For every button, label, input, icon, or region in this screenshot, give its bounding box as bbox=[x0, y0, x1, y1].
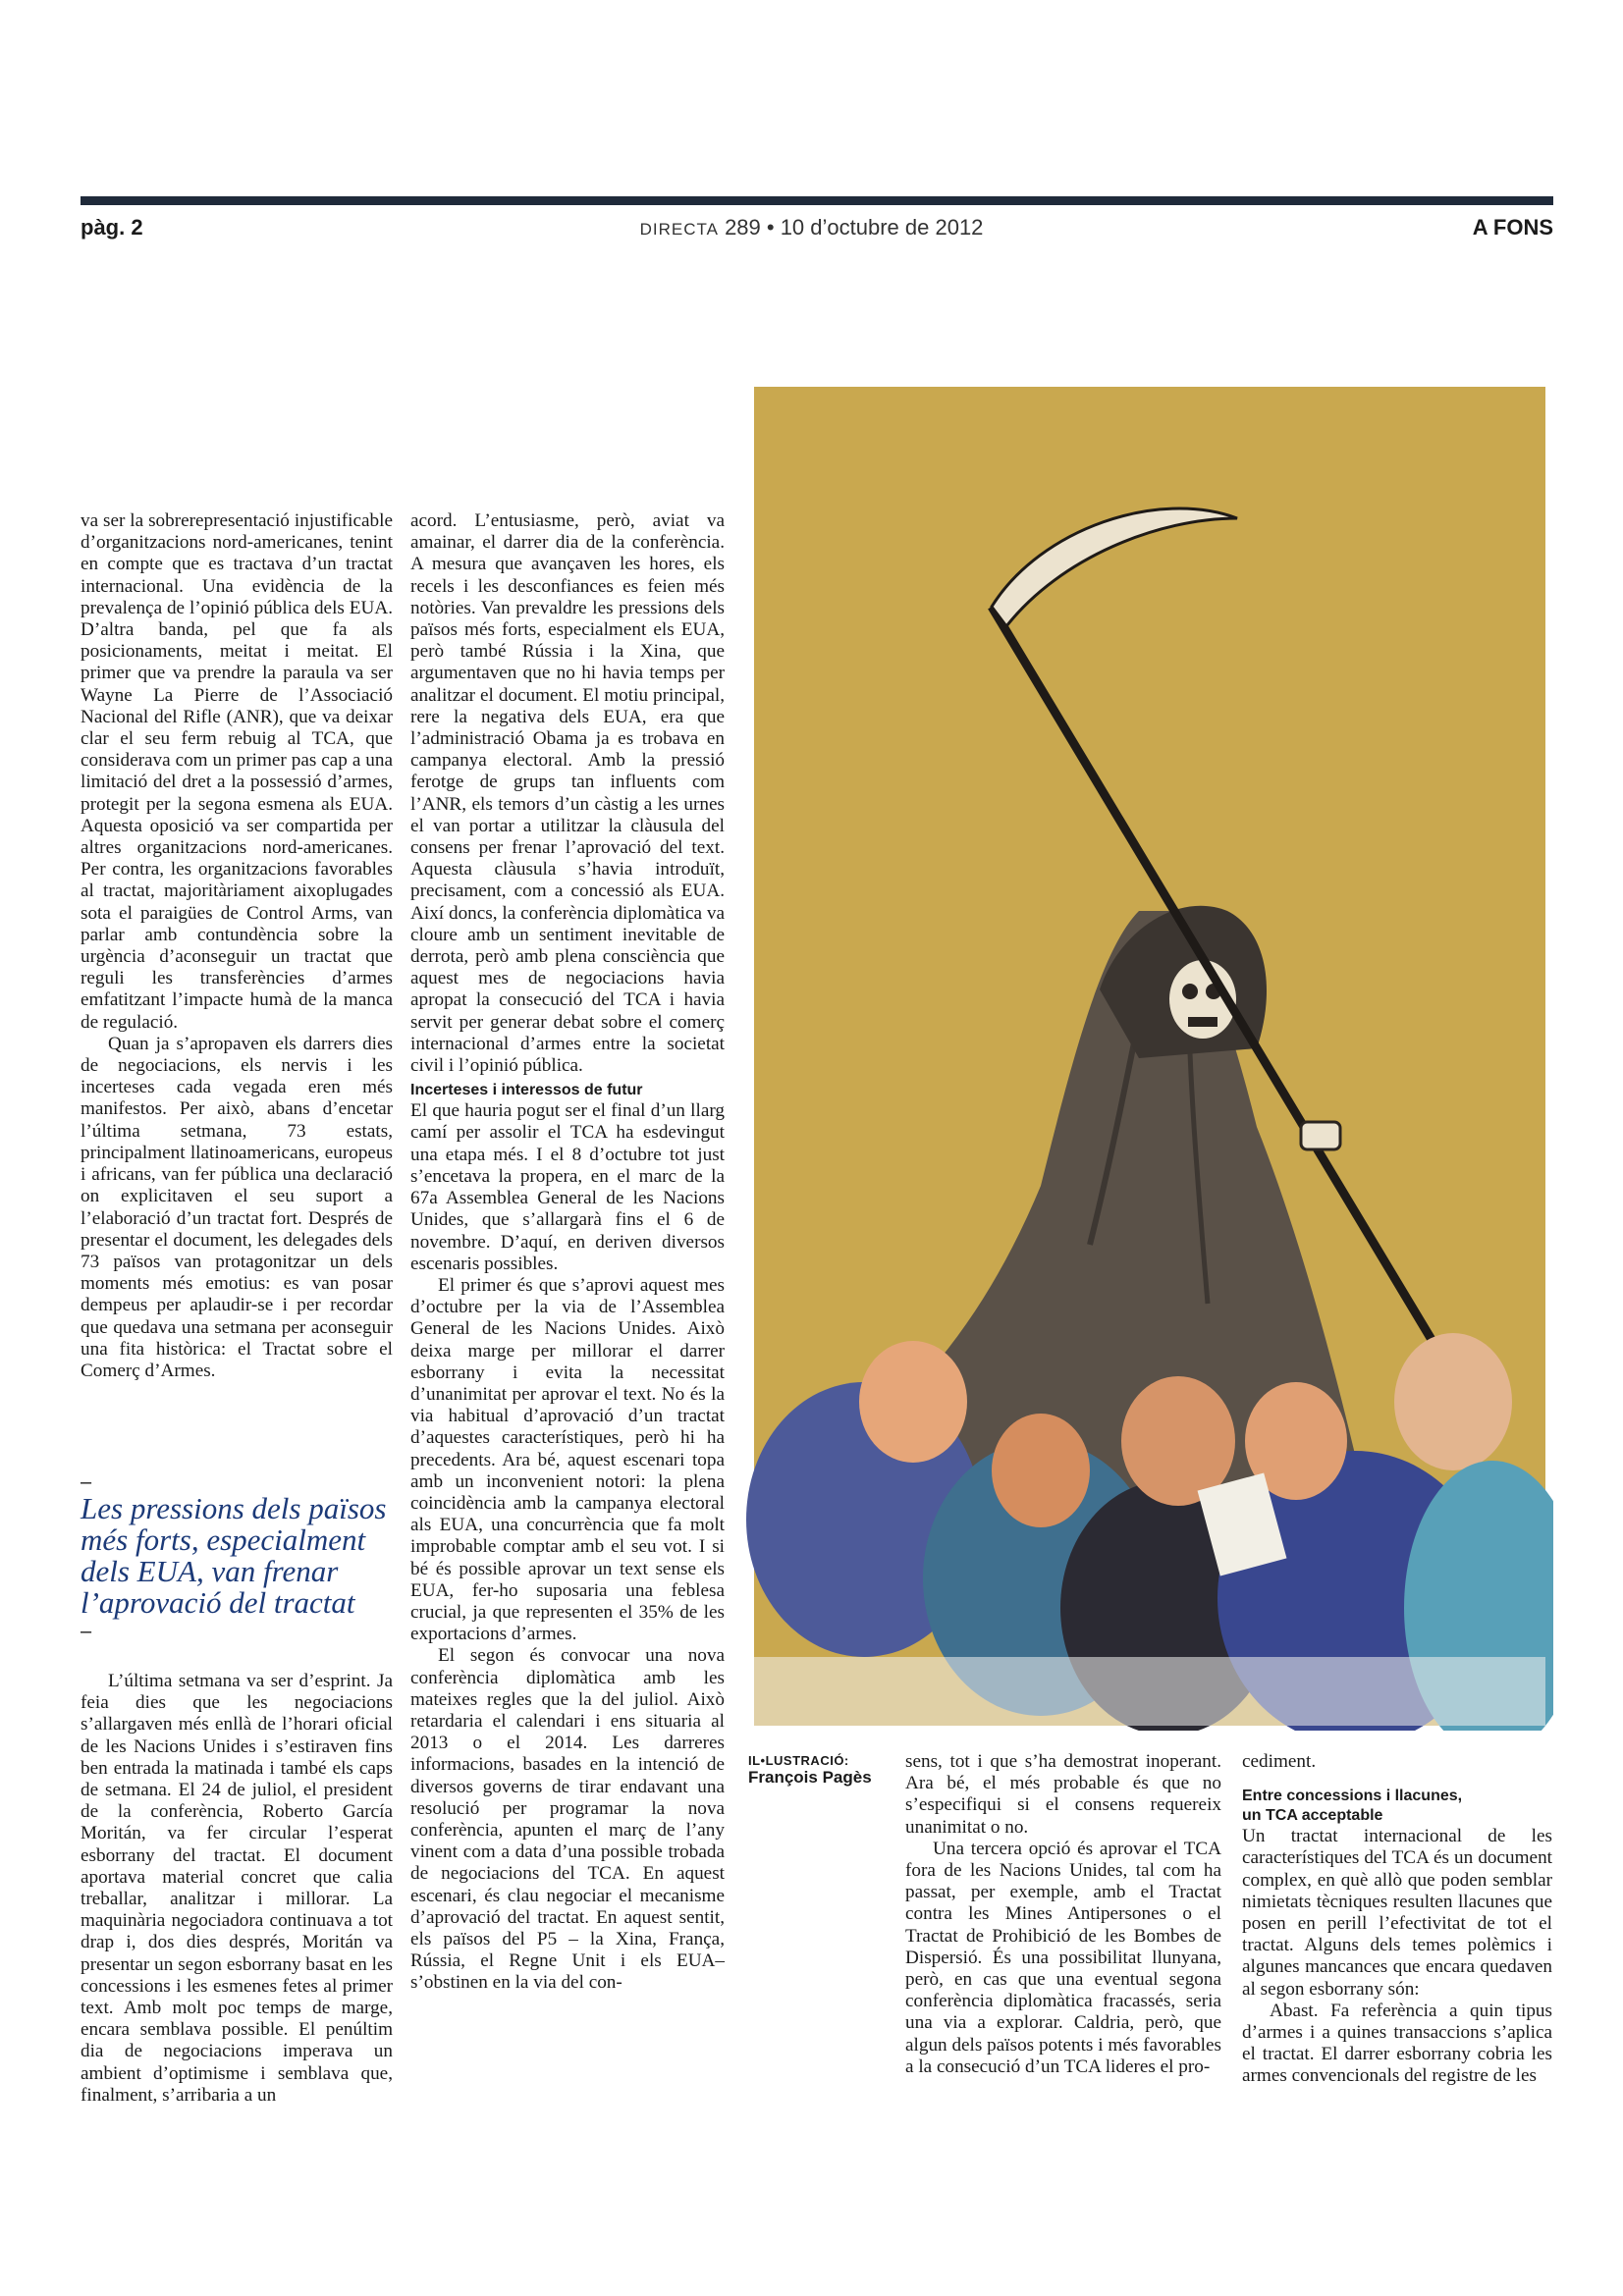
pullquote-dash-top: – bbox=[81, 1471, 92, 1493]
subheading-line-1: Entre concessions i llacunes, bbox=[1242, 1788, 1463, 1805]
column-2 bbox=[410, 510, 725, 1995]
pullquote-dash-bottom: – bbox=[81, 1621, 92, 1642]
column-3 bbox=[905, 1751, 1221, 2078]
credit-label: IL•LUSTRACIÓ: bbox=[748, 1753, 849, 1768]
paragraph: El segon és convocar una nova conferència diplomàtica amb les mateixes regles que la del juliol. Això retardaria el calendari i ens situaria al 2013 o el 2014. Les darreres informacions, basades en la intenció de diversos governs de tirar endavant una resolució per programar la nova conferència, apunten el març de l’any vinent com a data d’una possible trobada de negociacions del TCA. En aquest escenari, és clau negociar el mecanisme d’aprovació del tractat. En aquest sentit, els països del P5 – la Xina, França, Rússia, el Regne Unit i els EUA– s’obstinen en la via del con- bbox=[410, 1645, 725, 1994]
credit-name: François Pagès bbox=[748, 1768, 872, 1787]
subheading-line-2: un TCA acceptable bbox=[1242, 1807, 1383, 1825]
paragraph: cediment. bbox=[1242, 1751, 1317, 1772]
section-name: A FONS bbox=[1472, 215, 1553, 240]
issue-date: 289 • 10 d’octubre de 2012 bbox=[725, 215, 984, 240]
illustration-grim-reaper bbox=[746, 381, 1553, 1731]
header-rule bbox=[81, 196, 1553, 205]
illustration-credit bbox=[748, 1753, 895, 1788]
publication-name: DIRECTA bbox=[639, 220, 719, 239]
paragraph: El que hauria pogut ser el final d’un llarg camí per assolir el TCA ha esdevingut una etapa més. I el 8 d’octubre tot just s’encetava la propera, en el marc de la 67a Assemblea General de les Nacions Unides, que s’allargarà fins el 6 de novembre. D’aquí, en deriven diversos escenaris possibles. bbox=[410, 1100, 725, 1274]
column-1-bottom bbox=[81, 1671, 393, 2107]
paragraph: sens, tot i que s’ha demostrat inoperant. Ara bé, el més probable és que no s’especifiqui si el consens requereix unanimitat o no. bbox=[905, 1751, 1221, 1838]
subheading bbox=[1242, 1787, 1552, 1826]
paragraph: acord. L’entusiasme, però, aviat va amainar, el darrer dia de la conferència. A mesura que avançaven les hores, els recels i les desconfiances es feien més notòries. Van prevaldre les pressions dels països més forts, especialment els EUA, però també Rússia i la Xina, que argumentaven que no hi havia temps per analitzar el document. El motiu principal, rere la negativa dels EUA, era que l’administració Obama ja es trobava en campanya electoral. Amb la pressió ferotge de grups tan influents com l’ANR, els temors d’un càstig a les urnes el van portar a utilitzar la clàusula del consens per frenar l’aprovació del text. Aquesta clàusula s’havia introduït, precisament, com a concessió als EUA. Així doncs, la conferència diplomàtica va cloure amb un sentiment inevitable de derrota, però amb plena consciència que aquest mes de negociacions havia apropat la consecució del TCA i havia servit per generar debat sobre el comerç internacional d’armes entre la societat civil i l’opinió pública. bbox=[410, 510, 725, 1077]
paragraph: L’última setmana va ser d’esprint. Ja feia dies que les negociacions s’allargaven més enllà de l’horari oficial de les Nacions Unides i s’estiraven fins ben entrada la matinada i també els caps de setmana. El 24 de juliol, el president de la conferència, Roberto García Moritán, va fer circular l’esperat esborrany del tractat. El document aportava material concret que calia treballar, analitzar i millorar. La maquinària negociadora continuava a tot drap i, dos dies després, Moritán va presentar un segon esborrany basat en les concessions i les esmenes fetes al primer text. Amb molt poc temps de marge, encara semblava possible. El penúltim dia de negociacions imperava un ambient d’optimisme i semblava que, finalment, s’arribaria a un bbox=[81, 1671, 393, 2106]
paragraph: Abast. Fa referència a quin tipus d’armes i a quines transaccions s’aplica el tractat. El darrer esborrany cobria les armes convencionals del registre de les bbox=[1242, 2000, 1552, 2087]
publication-line bbox=[0, 213, 1623, 244]
subheading: Incerteses i interessos de futur bbox=[410, 1082, 643, 1099]
paragraph: Un tractat internacional de les característiques del TCA és un document complex, en què allò que poden semblar nimietats tècniques resulten llacunes que posen en perill l’efectivitat de tot el tractat. Alguns dels temes polèmics i algunes mancances que encara quedaven al segon esborrany són: bbox=[1242, 1826, 1552, 2000]
column-4 bbox=[1242, 1751, 1552, 2088]
paragraph: Quan ja s’apropaven els darrers dies de negociacions, els nervis i les incerteses cada vegada eren més manifestos. Per això, abans d’encetar l’última setmana, 73 estats, principalment llatinoamericans, europeus i africans, van fer pública una declaració on explicitaven el seu suport a l’elaboració d’un tractat fort. Després de presentar el document, les delegades dels 73 països van protagonitzar un dels moments més emotius: es van posar dempeus per aplaudir-se i per recordar que quedava una setmana per aconseguir una fita històrica: el Tractat sobre el Comerç d’Armes. bbox=[81, 1033, 393, 1381]
pullquote bbox=[81, 1471, 393, 1642]
reaper-hand bbox=[1301, 1122, 1340, 1149]
paragraph: Una tercera opció és aprovar el TCA fora de les Nacions Unides, tal com ha passat, per exemple, amb el Tractat contra les Mines Antipersones o el Tractat de Prohibició de les Bombes de Dispersió. És una possibilitat llunyana, però, en cas que una eventual segona conferència diplomàtica fracassés, seria una via a explorar. Caldria, però, que algun dels països potents i més favorables a la consecució d’un TCA lideres el pro- bbox=[905, 1838, 1221, 2077]
column-1 bbox=[81, 510, 393, 1382]
paragraph: va ser la sobrerepresentació injustificable d’organitzacions nord-americanes, tenint en compte que es tractava d’un tractat internacional. Una evidència de la prevalença de l’opinió pública dels EUA. D’altra banda, pel que fa als posicionaments, meitat i meitat. El primer que va prendre la paraula va ser Wayne La Pierre de l’Associació Nacional del Rifle (ANR), que va deixar clar el seu ferm rebuig al TCA, que considerava com un primer pas cap a una limitació del dret a la possessió d’armes, protegit per la segona esmena als EUA. Aquesta oposició va ser compartida per altres organitzacions nord-americanes. Per contra, les organitzacions favorables al tractat, majoritàriament aixoplugades sota el paraigües de Control Arms, van parlar amb contundència sobre la urgència d’aconseguir un tractat que reguli les transferències d’armes emfatitzant l’impacte humà de la manca de regulació. bbox=[81, 510, 393, 1033]
page-number: pàg. 2 bbox=[81, 215, 143, 240]
pullquote-text: Les pressions dels països més forts, especialment dels EUA, van frenar l’aprovació del tractat bbox=[81, 1491, 387, 1620]
paragraph: El primer és que s’aprovi aquest mes d’octubre per la via de l’Assemblea General de les Nacions Unides. Això deixa marge per millorar el darrer esborrany i evita la necessitat d’unanimitat per aprovar el text. No és la via habitual d’aprovació d’un tractat d’aquestes característiques, però hi ha precedents. Ara bé, aquest escenari topa amb un inconvenient notori: la plena coincidència amb la campanya electoral als EUA, una concurrència que fa molt improbable comptar amb el seu vot. I si bé és possible aprovar un text sense els EUA, fer-ho suposaria una feblesa crucial, ja que representen el 35% de les exportacions d’armes. bbox=[410, 1274, 725, 1645]
